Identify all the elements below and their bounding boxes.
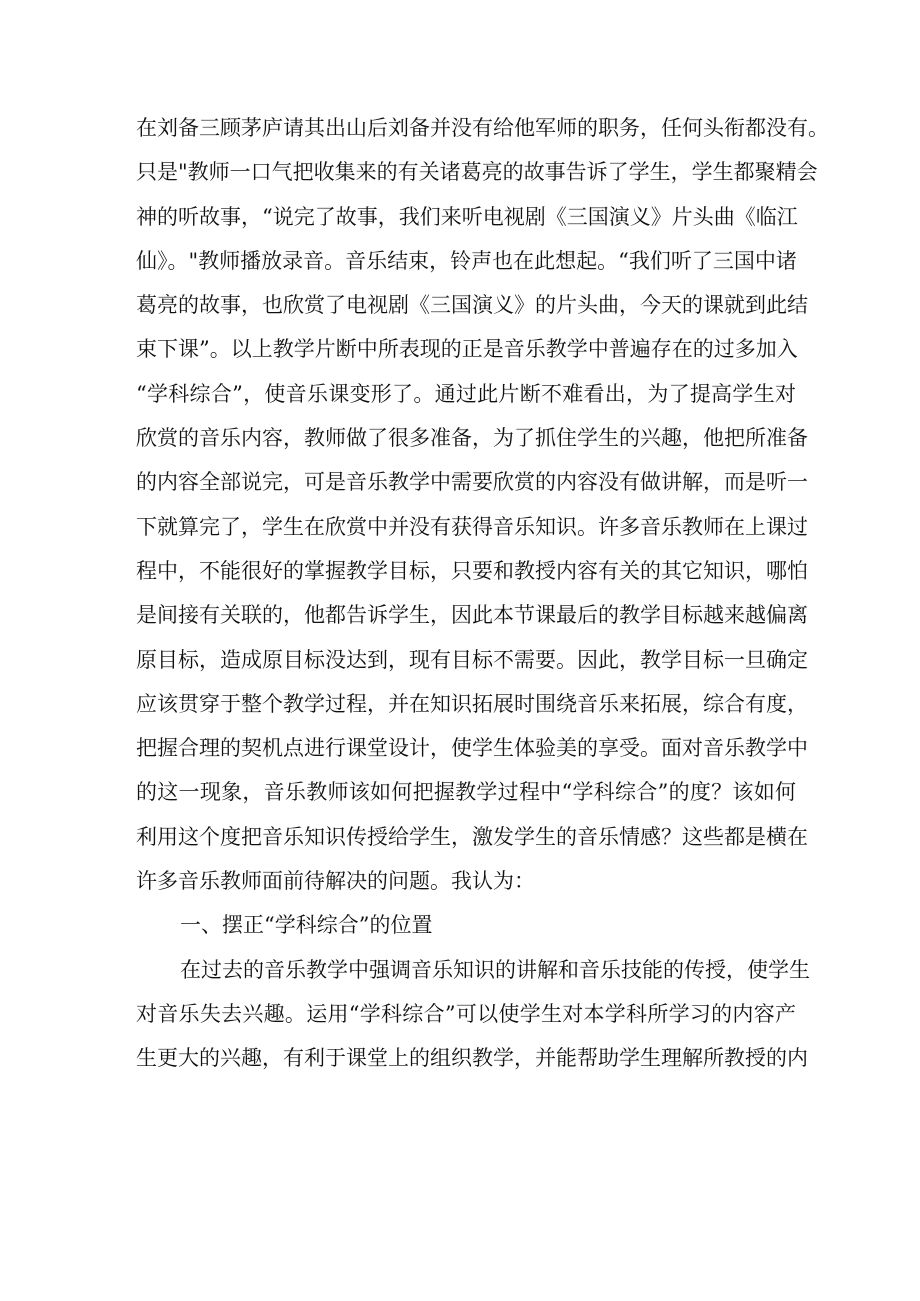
text-line: 神的听故事，“说完了故事，我们来听电视剧《三国演义》片头曲《临江	[136, 204, 798, 229]
text-line: 只是"教师一口气把收集来的有关诸葛亮的故事告诉了学生，学生都聚精会	[136, 160, 818, 185]
text-line: 程中，不能很好的掌握教学目标，只要和教授内容有关的其它知识，哪怕	[136, 558, 808, 583]
paragraph-first-line: 在过去的音乐教学中强调音乐知识的讲解和音乐技能的传授，使学生	[180, 957, 810, 982]
text-line: 把握合理的契机点进行课堂设计，使学生体验美的享受。面对音乐教学中	[136, 736, 808, 761]
text-line: 的内容全部说完，可是音乐教学中需要欣赏的内容没有做讲解，而是听一	[136, 470, 808, 495]
text-line: “学科综合”，使音乐课变形了。通过此片断不难看出，为了提高学生对	[136, 381, 796, 406]
text-line: 利用这个度把音乐知识传授给学生，激发学生的音乐情感？这些都是横在	[136, 824, 808, 849]
text-line: 在刘备三顾茅庐请其出山后刘备并没有给他军师的职务，任何头衔都没有。	[136, 116, 829, 140]
text-line: 葛亮的故事，也欣赏了电视剧《三国演义》的片头曲，今天的课就到此结	[136, 293, 808, 318]
section-heading: 一、摆正“学科综合”的位置	[180, 913, 433, 938]
text-line: 下就算完了，学生在欣赏中并没有获得音乐知识。许多音乐教师在上课过	[136, 514, 808, 539]
text-line: 仙》。"教师播放录音。音乐结束，铃声也在此想起。“我们听了三国中诸	[136, 248, 797, 273]
body-text	[136, 106, 829, 1081]
text-line: 的这一现象，音乐教师该如何把握教学过程中“学科综合”的度？该如何	[136, 780, 796, 805]
paragraph-end-line: 许多音乐教师面前待解决的问题。我认为：	[136, 869, 535, 894]
text-line: 是间接有关联的，他都告诉学生，因此本节课最后的教学目标越来越偏离	[136, 603, 808, 628]
text-line: 欣赏的音乐内容，教师做了很多准备，为了抓住学生的兴趣，他把所准备	[136, 426, 808, 451]
text-line: 束下课”。以上教学片断中所表现的正是音乐教学中普遍存在的过多加入	[136, 337, 798, 362]
text-line: 应该贯穿于整个教学过程，并在知识拓展时围绕音乐来拓展，综合有度，	[136, 691, 808, 716]
text-line: 原目标，造成原目标没达到，现有目标不需要。因此，教学目标一旦确定	[136, 647, 808, 672]
text-line: 生更大的兴趣，有利于课堂上的组织教学，并能帮助学生理解所教授的内	[136, 1046, 808, 1071]
text-line: 对音乐失去兴趣。运用“学科综合”可以使学生对本学科所学习的内容产	[136, 1001, 796, 1026]
